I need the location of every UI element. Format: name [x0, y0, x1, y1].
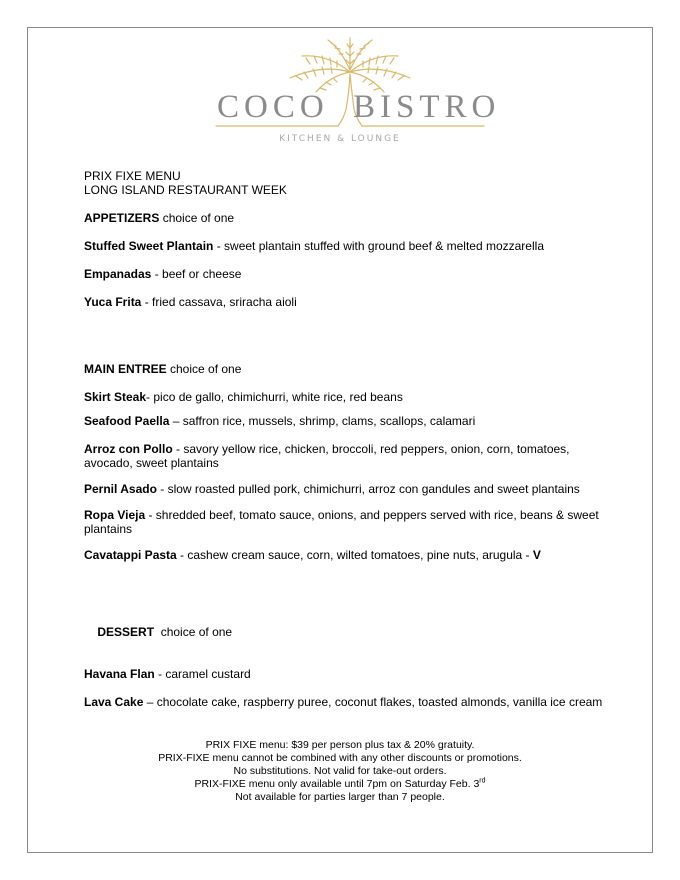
mains-heading: [84, 362, 604, 376]
footer-line-sup: rd: [479, 777, 486, 785]
section-title: MAIN ENTREE: [84, 362, 167, 376]
menu-item: [84, 239, 604, 253]
dessert-heading: [84, 611, 604, 653]
menu-item: [84, 667, 604, 681]
section-note: choice of one: [166, 362, 242, 376]
item-desc: – chocolate cake, raspberry puree, coconut flakes, toasted almonds, vanilla ice cream: [143, 695, 603, 709]
footer-line: [0, 778, 680, 791]
item-desc: - beef or cheese: [151, 267, 242, 281]
item-name: Stuffed Sweet Plantain: [84, 239, 214, 253]
footer-line: No substitutions. Not valid for take-out orders.: [233, 765, 447, 777]
item-desc: - caramel custard: [154, 667, 251, 681]
section-note: choice of one: [154, 625, 233, 639]
item-name: Seafood Paella: [84, 414, 170, 428]
item-name: Cavatappi Pasta: [84, 548, 177, 562]
item-desc: - fried cassava, sriracha aioli: [141, 295, 297, 309]
item-name: Lava Cake: [84, 695, 144, 709]
menu-item: [84, 390, 604, 404]
brand-tagline: KITCHEN & LOUNGE: [279, 134, 401, 144]
menu-item: [84, 548, 604, 562]
appetizers-heading: [84, 211, 604, 225]
item-name: Arroz con Pollo: [84, 442, 173, 456]
menu-item: [84, 482, 604, 496]
menu-item: [84, 695, 604, 709]
item-name: Empanadas: [84, 267, 152, 281]
item-desc: - slow roasted pulled pork, chimichurri, arroz con gandules and sweet plantains: [156, 482, 580, 496]
item-desc: – saffron rice, mussels, shrimp, clams, scallops, calamari: [169, 414, 476, 428]
menu-item: [84, 295, 604, 309]
menu-header: [84, 169, 604, 197]
footer-terms: [0, 739, 680, 804]
footer-line: PRIX FIXE menu: $39 per person plus tax & 20% gratuity.: [205, 739, 475, 751]
item-desc: - pico de gallo, chimichurri, white rice, red beans: [146, 390, 403, 404]
brand-name-left: COCO: [217, 89, 329, 125]
item-desc: - sweet plantain stuffed with ground beef & melted mozzarella: [213, 239, 544, 253]
footer-line-text: PRIX-FIXE menu only available until 7pm on Saturday Feb. 3: [194, 778, 480, 790]
section-title: APPETIZERS: [84, 211, 160, 225]
item-desc: - savory yellow rice, chicken, broccoli, red peppers, onion, corn, tomatoes, avocado, sweet plantains: [84, 442, 570, 470]
section-title: DESSERT: [97, 625, 155, 639]
menu-content: [84, 169, 604, 709]
item-desc: - shredded beef, tomato sauce, onions, and peppers served with rice, beans & sweet plantains: [84, 508, 599, 536]
vegan-tag: V: [532, 548, 541, 562]
logo: [0, 0, 680, 160]
item-name: Pernil Asado: [84, 482, 157, 496]
item-name: Havana Flan: [84, 667, 155, 681]
menu-item: [84, 508, 604, 536]
menu-title: PRIX FIXE MENU: [84, 169, 181, 183]
item-name: Ropa Vieja: [84, 508, 146, 522]
menu-item: [84, 442, 604, 470]
section-note: choice of one: [159, 211, 235, 225]
menu-subtitle: LONG ISLAND RESTAURANT WEEK: [84, 183, 287, 197]
item-desc: - cashew cream sauce, corn, wilted tomatoes, pine nuts, arugula -: [176, 548, 533, 562]
item-name: Yuca Frita: [84, 295, 142, 309]
brand-name-right: BISTRO: [353, 89, 501, 125]
menu-item: [84, 267, 604, 281]
menu-item: [84, 414, 604, 428]
footer-line: PRIX-FIXE menu cannot be combined with any other discounts or promotions.: [158, 752, 522, 764]
footer-line: Not available for parties larger than 7 people.: [235, 791, 445, 803]
item-name: Skirt Steak: [84, 390, 147, 404]
